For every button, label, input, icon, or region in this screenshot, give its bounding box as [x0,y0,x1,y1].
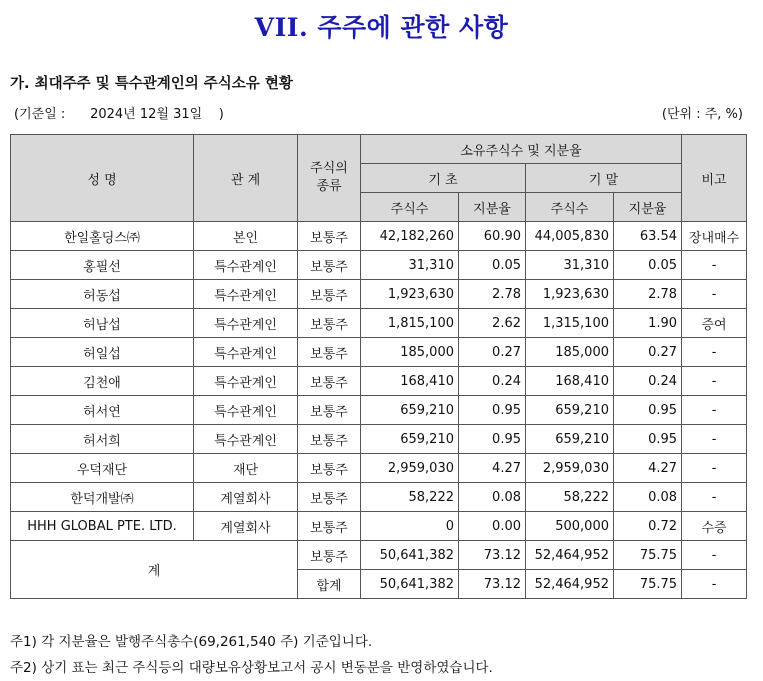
footnote-2: 주2) 상기 표는 최근 주식등의 대량보유상황보고서 공시 변동분을 반영하였습니다. [10,660,493,676]
cell-end-ratio: 75.75 [614,541,682,570]
cell-begin-ratio: 2.62 [459,309,526,338]
cell-begin-shares: 0 [361,512,459,541]
cell-end-ratio: 0.05 [614,251,682,280]
cell-type: 보통주 [298,280,361,309]
header-begin-shares: 주식수 [361,193,459,222]
cell-begin-shares: 185,000 [361,338,459,367]
cell-begin-shares: 50,641,382 [361,541,459,570]
cell-begin-ratio: 0.27 [459,338,526,367]
basis-date-line [14,103,224,122]
cell-name: 허서연 [11,396,194,425]
cell-begin-ratio: 0.05 [459,251,526,280]
cell-begin-ratio: 0.08 [459,483,526,512]
cell-note: - [682,483,747,512]
table-row [11,338,747,367]
section-heading: 가. 최대주주 및 특수관계인의 주식소유 현황 [10,76,293,92]
cell-end-shares: 1,315,100 [526,309,614,338]
cell-name: 김천애 [11,367,194,396]
cell-begin-ratio: 0.24 [459,367,526,396]
header-begin-ratio: 지분율 [459,193,526,222]
cell-relation: 계열회사 [194,483,298,512]
cell-begin-shares: 1,815,100 [361,309,459,338]
total-row [11,541,747,570]
cell-note: - [682,251,747,280]
cell-name: 한일홀딩스㈜ [11,222,194,251]
table-row [11,280,747,309]
cell-name: 허동섭 [11,280,194,309]
cell-note: - [682,367,747,396]
cell-type: 보통주 [298,454,361,483]
shareholder-table [10,134,747,599]
cell-end-ratio: 0.95 [614,396,682,425]
cell-end-ratio: 0.27 [614,338,682,367]
cell-end-ratio: 63.54 [614,222,682,251]
cell-note: - [682,570,747,599]
table-row [11,222,747,251]
cell-begin-ratio: 0.95 [459,425,526,454]
basis-date-label: (기준일 : [14,107,66,122]
header-stock-type [298,135,361,222]
cell-end-shares: 52,464,952 [526,541,614,570]
cell-begin-ratio: 73.12 [459,570,526,599]
cell-end-ratio: 1.90 [614,309,682,338]
cell-type: 보통주 [298,396,361,425]
cell-note: - [682,280,747,309]
cell-type: 보통주 [298,367,361,396]
cell-begin-ratio: 4.27 [459,454,526,483]
unit-label: (단위 : 주, %) [661,107,743,122]
cell-note: - [682,454,747,483]
cell-end-shares: 52,464,952 [526,570,614,599]
cell-begin-shares: 50,641,382 [361,570,459,599]
cell-end-shares: 659,210 [526,425,614,454]
cell-begin-shares: 58,222 [361,483,459,512]
cell-name: 우덕재단 [11,454,194,483]
cell-relation: 특수관계인 [194,425,298,454]
cell-note: 증여 [682,309,747,338]
table-row [11,425,747,454]
cell-begin-ratio: 2.78 [459,280,526,309]
cell-relation: 특수관계인 [194,338,298,367]
cell-type: 합계 [298,570,361,599]
cell-relation: 특수관계인 [194,280,298,309]
cell-relation: 특수관계인 [194,309,298,338]
table-row [11,454,747,483]
cell-type: 보통주 [298,512,361,541]
cell-begin-shares: 31,310 [361,251,459,280]
cell-begin-ratio: 60.90 [459,222,526,251]
cell-end-ratio: 0.95 [614,425,682,454]
cell-end-ratio: 4.27 [614,454,682,483]
table-row [11,367,747,396]
cell-end-shares: 44,005,830 [526,222,614,251]
cell-end-ratio: 0.72 [614,512,682,541]
cell-name: 허남섭 [11,309,194,338]
cell-begin-shares: 168,410 [361,367,459,396]
cell-end-shares: 58,222 [526,483,614,512]
table-header [11,135,747,222]
cell-note: - [682,338,747,367]
cell-end-shares: 31,310 [526,251,614,280]
header-end-shares: 주식수 [526,193,614,222]
cell-name: 허일섭 [11,338,194,367]
cell-type: 보통주 [298,251,361,280]
cell-type: 보통주 [298,222,361,251]
cell-relation: 특수관계인 [194,367,298,396]
cell-name: 홍필선 [11,251,194,280]
cell-end-ratio: 2.78 [614,280,682,309]
cell-end-shares: 168,410 [526,367,614,396]
cell-relation: 본인 [194,222,298,251]
cell-begin-shares: 2,959,030 [361,454,459,483]
cell-note: - [682,396,747,425]
cell-name: HHH GLOBAL PTE. LTD. [11,512,194,541]
table-row [11,483,747,512]
basis-date-close: ) [218,107,224,122]
table-body [11,222,747,599]
cell-end-shares: 185,000 [526,338,614,367]
cell-end-ratio: 75.75 [614,570,682,599]
cell-end-shares: 659,210 [526,396,614,425]
cell-begin-shares: 659,210 [361,425,459,454]
cell-begin-shares: 659,210 [361,396,459,425]
cell-relation: 재단 [194,454,298,483]
cell-type: 보통주 [298,338,361,367]
header-ownership: 소유주식수 및 지분율 [361,135,682,164]
header-name: 성 명 [11,135,194,222]
header-ending: 기 말 [526,164,682,193]
cell-name: 허서희 [11,425,194,454]
table-row [11,251,747,280]
cell-relation: 특수관계인 [194,251,298,280]
page-title: VII. 주주에 관한 사항 [254,13,509,42]
total-label: 계 [11,541,298,599]
header-end-ratio: 지분율 [614,193,682,222]
header-note: 비고 [682,135,747,222]
table-row [11,309,747,338]
cell-type: 보통주 [298,425,361,454]
cell-note: 수증 [682,512,747,541]
cell-end-shares: 1,923,630 [526,280,614,309]
cell-begin-ratio: 0.00 [459,512,526,541]
footnote-1: 주1) 각 지분율은 발행주식총수(69,261,540 주) 기준입니다. [10,634,373,650]
cell-type: 보통주 [298,541,361,570]
cell-note: - [682,541,747,570]
cell-type: 보통주 [298,483,361,512]
header-beginning: 기 초 [361,164,526,193]
cell-note: 장내매수 [682,222,747,251]
header-stock-type-text: 주식의 종류 [310,161,348,194]
cell-name: 한덕개발㈜ [11,483,194,512]
cell-type: 보통주 [298,309,361,338]
table-row [11,396,747,425]
cell-begin-ratio: 73.12 [459,541,526,570]
cell-end-shares: 2,959,030 [526,454,614,483]
cell-end-ratio: 0.24 [614,367,682,396]
table-row [11,512,747,541]
basis-date: 2024년 12월 31일 [90,107,203,122]
header-relation: 관 계 [194,135,298,222]
cell-begin-ratio: 0.95 [459,396,526,425]
cell-begin-shares: 1,923,630 [361,280,459,309]
cell-relation: 특수관계인 [194,396,298,425]
cell-begin-shares: 42,182,260 [361,222,459,251]
cell-relation: 계열회사 [194,512,298,541]
cell-end-shares: 500,000 [526,512,614,541]
cell-end-ratio: 0.08 [614,483,682,512]
cell-note: - [682,425,747,454]
